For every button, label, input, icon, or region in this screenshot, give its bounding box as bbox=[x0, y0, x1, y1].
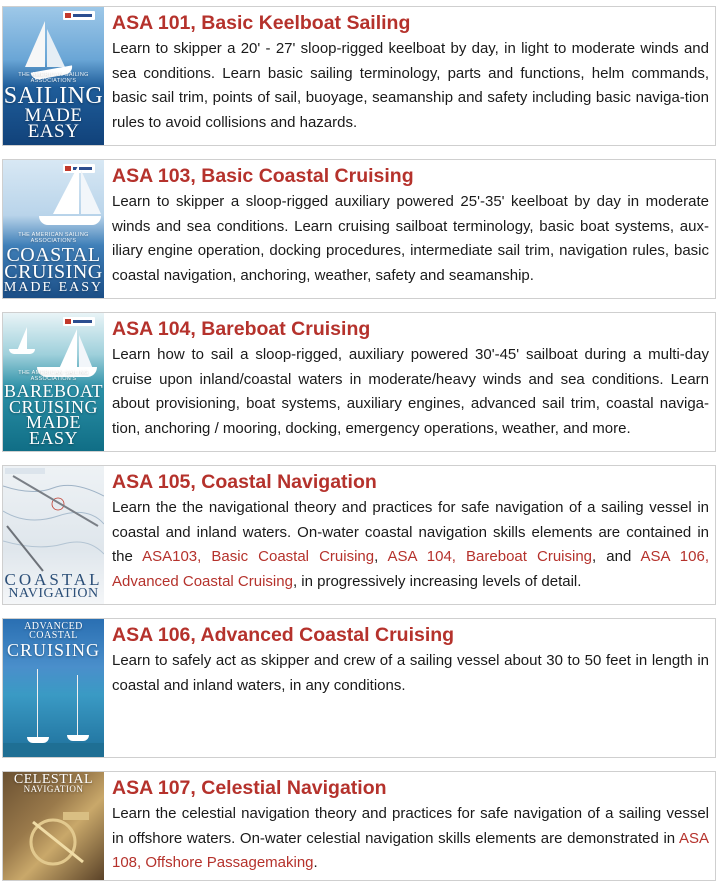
cover-title-line: MADE EASY bbox=[3, 279, 104, 295]
book-cover-image[interactable] bbox=[3, 619, 104, 757]
course-card bbox=[2, 618, 716, 758]
asa-logo-icon bbox=[63, 317, 95, 326]
book-cover-image[interactable] bbox=[3, 160, 104, 298]
course-title[interactable]: ASA 105, Coastal Navigation bbox=[112, 471, 377, 493]
cover-title-line: COASTAL bbox=[4, 569, 103, 589]
course-card bbox=[2, 465, 716, 605]
description-text: Learn the celestial navigation theory and practices for safe navigation of a sailing vessel in offshore waters. On-water celestial navigation skills elements are demonstrated in bbox=[112, 805, 709, 847]
cover-title-line: MADE EASY bbox=[24, 104, 83, 143]
cover-title-line: SAILING bbox=[3, 83, 104, 110]
course-title[interactable]: ASA 103, Basic Coastal Cruising bbox=[112, 165, 414, 187]
cover-title-line: CELESTIAL bbox=[13, 772, 94, 787]
book-cover-image[interactable] bbox=[3, 313, 104, 451]
cover-title-line: CRUISING bbox=[8, 396, 98, 417]
cover-title-line: ADVANCED COASTAL bbox=[24, 621, 83, 641]
book-cover-image[interactable] bbox=[3, 7, 104, 145]
course-title[interactable]: ASA 107, Celestial Navigation bbox=[112, 777, 387, 799]
course-link-asa-108[interactable]: ASA 108, Offshore Passagemaking bbox=[112, 829, 709, 871]
asa-logo-icon bbox=[63, 11, 95, 20]
course-link-asa-106[interactable]: ASA 106, Advanced Coastal Cruising bbox=[112, 548, 709, 590]
cover-title-line: NAVIGATION bbox=[8, 585, 99, 601]
course-link-asa-104[interactable]: ASA 104, Bareboat Cruising bbox=[387, 548, 593, 565]
description-text: , and bbox=[592, 548, 641, 565]
course-title[interactable]: ASA 101, Basic Keelboat Sailing bbox=[112, 12, 411, 34]
description-text: Learn the the navigational theory and practices for safe navigation of a sailing vessel in coastal and inland waters. On-water coastal navigation skills elements are contained in the bbox=[112, 499, 709, 565]
cover-title-line: NAVIGATION bbox=[23, 784, 84, 795]
cover-title-line: CRUISING bbox=[4, 261, 103, 284]
description-text: . bbox=[313, 854, 318, 871]
cover-title-line: BAREBOAT bbox=[3, 380, 103, 401]
description-text: Learn how to sail a sloop-rigged, auxiliary powered 30'-45' sailboat during a multi-day cruise upon inland/coastal waters in moderate/heavy winds and sea conditions. Learn about provisioning, boat systems, auxiliary engines, advanced sail trim, coastal naviga-tion, anchoring / mooring, docking, emergency operations, weather, and more. bbox=[112, 346, 709, 437]
cover-subtitle: THE AMERICAN SAILING ASSOCIATION'S bbox=[18, 72, 89, 85]
course-title[interactable]: ASA 106, Advanced Coastal Cruising bbox=[112, 624, 455, 646]
book-cover-image[interactable] bbox=[3, 772, 104, 880]
book-cover-image[interactable] bbox=[3, 466, 104, 604]
sextant-illustration bbox=[3, 772, 104, 880]
course-card bbox=[2, 771, 716, 881]
course-description bbox=[112, 190, 709, 288]
cover-subtitle: THE AMERICAN SAILING ASSOCIATION'S bbox=[18, 369, 89, 382]
course-description bbox=[112, 343, 709, 441]
description-text: , in progressively increasing levels of detail. bbox=[292, 572, 582, 590]
course-description bbox=[112, 649, 709, 698]
description-text: Learn to skipper a 20' - 27' sloop-rigged keelboat by day, in light to moderate winds and sea conditions. Learn basic sailing terminology, parts and functions, helm commands, basic sail trim, points of sail, buoyage, seamanship and safety including basic naviga-tion rules to avoid collisions and hazards. bbox=[112, 40, 709, 131]
course-description bbox=[112, 37, 709, 135]
description-text: , bbox=[374, 548, 388, 565]
description-text: Learn to skipper a sloop-rigged auxiliary powered 25'-35' keelboat by day in moderate winds and sea conditions. Learn cruising sailboat terminology, basic boat systems, aux-iliary engine operation, docking procedures, intermediate sail trim, navigation rules, basic coastal navigation, anchoring, weather, safety and seamanship. bbox=[112, 193, 709, 284]
cover-title-line: MADE EASY bbox=[26, 412, 81, 449]
course-title[interactable]: ASA 104, Bareboat Cruising bbox=[112, 318, 371, 340]
cover-title-line: CRUISING bbox=[6, 639, 100, 660]
description-text: Learn to safely act as skipper and crew of a sailing vessel about 30 to 50 feet in length in coastal and inland waters, in any conditions. bbox=[112, 652, 709, 694]
course-description bbox=[112, 496, 709, 594]
course-description bbox=[112, 802, 709, 876]
cover-title-line: COASTAL bbox=[6, 243, 101, 266]
cover-subtitle: THE AMERICAN SAILING ASSOCIATION'S bbox=[18, 232, 89, 245]
course-card bbox=[2, 312, 716, 452]
course-link-asa-103[interactable]: ASA103, Basic Coastal Cruising bbox=[142, 548, 375, 565]
course-card bbox=[2, 6, 716, 146]
course-card bbox=[2, 159, 716, 299]
